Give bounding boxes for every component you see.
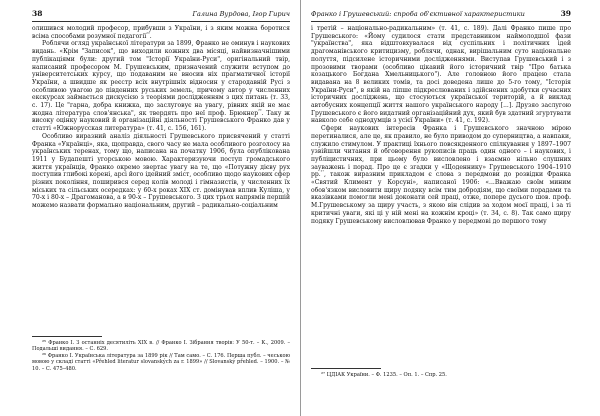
left-footnote-rule xyxy=(32,336,102,337)
right-header-rule xyxy=(311,21,571,22)
left-footnotes xyxy=(32,336,290,372)
left-header-rule xyxy=(32,21,290,22)
left-page-body xyxy=(32,25,290,210)
left-page-header xyxy=(32,8,290,20)
right-footnotes xyxy=(311,368,571,378)
right-running-head: Франко і Грушевський: спроба об'єктивної характеристики xyxy=(311,10,525,18)
footnote-ref-27: ²⁷ xyxy=(320,169,325,175)
left-running-head: Галина Вурдова, Ігор Гирич xyxy=(192,10,290,18)
left-paragraph-1: олишився молодий професор, прибувши з України, і з яким можна боротися всіма способами розумної педагогії$^{^{25}}$. xyxy=(32,25,290,40)
right-page-body xyxy=(311,25,571,225)
right-page xyxy=(300,0,600,416)
left-page-number: 38 xyxy=(32,9,43,18)
left-paragraph-3: Особливо виразний аналіз діяльності Грушевського присвячений у статті Франка «Українці», яка, щоправда, свого часу не мала особливого розголосу на українських теренах, тому що, написана на початку 1906, була опублікована 1911 у Будапешті угорською мовою. Характеризуючи поступ громадського життя українців, Франко окремо звертає увагу на те, що «Потужну дієву рух поступив глибокі корені, арсі його ідейний зміст, особливо щодо наукових сфер різних покоління, поширився серед колів молоді і гімназистів, у численних їх міських та сільських осередках: у 60-х роках XIX ст. домінував вплив Куліша, у 70-х і 80-х – Драгоманова, а в 90-х – Грушевського. З цих трьох напрямів першій можемо назвати формально національним, другий – радикально-соціальним xyxy=(32,132,290,210)
right-paragraph-2: Сфери наукових інтересів Франка і Грушевського значною мірою перетиналися, але це, як правило, не було приводом до суперництва, а навпаки, служило стимулом. У практиці їхнього повсякденного спілкування у 1897–1907 узвійшли читання й обговорення рукописів праць один одного – і наукових, і публіцистичних, при цьому було висловлено і взаємно нільно слушних зауважень і порад. Про це є згадки у «Щоденнику» Грушевського 1904–1910 рр.$^{^{27}}$, також виразним прикладом є слова з передмови до розвідки Франка «Святий Климент у Корсуні», написаної 1906: «...Вважаю своїм миним обов'язком висловити щиру подяку всім тим добродіям, що своїми порадами та вказівками помогли мені доконати сей праці, отже, попере дусього шов. проф. М.Грушевському за щиру участь, з якою він слідив за ходом моєї праці, і за ті критичні уваги, які ці у ній мені на кожнім кроці» (т. 34, с. 8). Так само щиру подяку Грушевському висловлював Франко у передмові до першого тому xyxy=(311,125,571,225)
footnote-25: ²⁵ Франко І. З останніх десятиліть XIX в. // Франко І. Зібрання творів: У 50-т. – К., 2009. – Подальші видання. – С. 629. xyxy=(32,340,290,353)
left-paragraph-2: Роблячи огляд української літератури за 1899, Франко не оминув і наукових видань. «Крім "Записок", що виходили кожних два місяці, найвизначнішими публікаціями були: другий том "Історії України-Руси", оригінальний твір, написаний професором М. Грушевським, призначений служити вступом до університетських курсу, що подаваним не вносив ніх прагматичної історії України, а швидше як реєстр всіх внутрішніх відносин у стародавній Русі з особливою увагою до південних руських земель, причому автор у численних екскурсах займається дискусією з теоріями дослідженням з цих питань (т. 33, с. 17). Це "гарна, добра книжка, що заслуговує на увагу, рівних якій не має жодна література слов'янська", як твердять про неї проф. Брюкнер$^{^{26}}$. Таку ж високу оцінку науковий й організаційні діяльності Грушевського Франко дав у статті «Южнорусская литература» (т. 41, с. 156, 161). xyxy=(32,40,290,133)
right-page-number: 39 xyxy=(560,9,571,18)
right-footnote-rule xyxy=(311,368,381,369)
footnote-26: ²⁶ Франко І. Українська література за 1899 рік // Там само. – С. 176. Перша публ. – чеською мовою у складі статті «Přehled literatur slovanských za r. 1899» // Slovanský přehled. – 1900. – № 10. – С. 475–480. xyxy=(32,352,290,372)
right-page-header xyxy=(311,8,571,20)
right-paragraph-1: і третій – національно-радикальним» (т. 41, с. 189). Далі Франко пише про Грушевського: «Йому судилося стати представником наймолодшої фази "українства", яка відштовхувалася від суспільних і політичних ідей драгоманівського критицизму, роблячи, однак, вирішальним суто національне полуття, підсилене історичними дослідженнями. Виступав Грушевський і з прозовими творами (особливо цікавий його історичний твір "Про батька козацького Богдана Хмельницького"). Але головною його працею стала видавана на 8 великих томів, та досі доведена лише до 5-го тому, "Історія України-Руси", в якій на ліпше підкреслюваних і здійснених здобутки сучасних історичних досліджень, що стосуються української територій, а й виклад автобусних концепції життя нашого українського народу [...]. Друзяо заслугою Грушевського є його видатний організаційний дух, який був здатний згуртувати навколо себе однодумців з усієї України» (т. 41, с. 192). xyxy=(311,25,571,125)
footnote-27: ²⁷ ЦДІАК України. – Ф. 1235. – Оп. 1. – Спр. 25. xyxy=(321,372,447,378)
footnote-ref-26: ²⁶ xyxy=(258,107,262,113)
footnote-ref-25: ²⁵ xyxy=(146,30,150,36)
